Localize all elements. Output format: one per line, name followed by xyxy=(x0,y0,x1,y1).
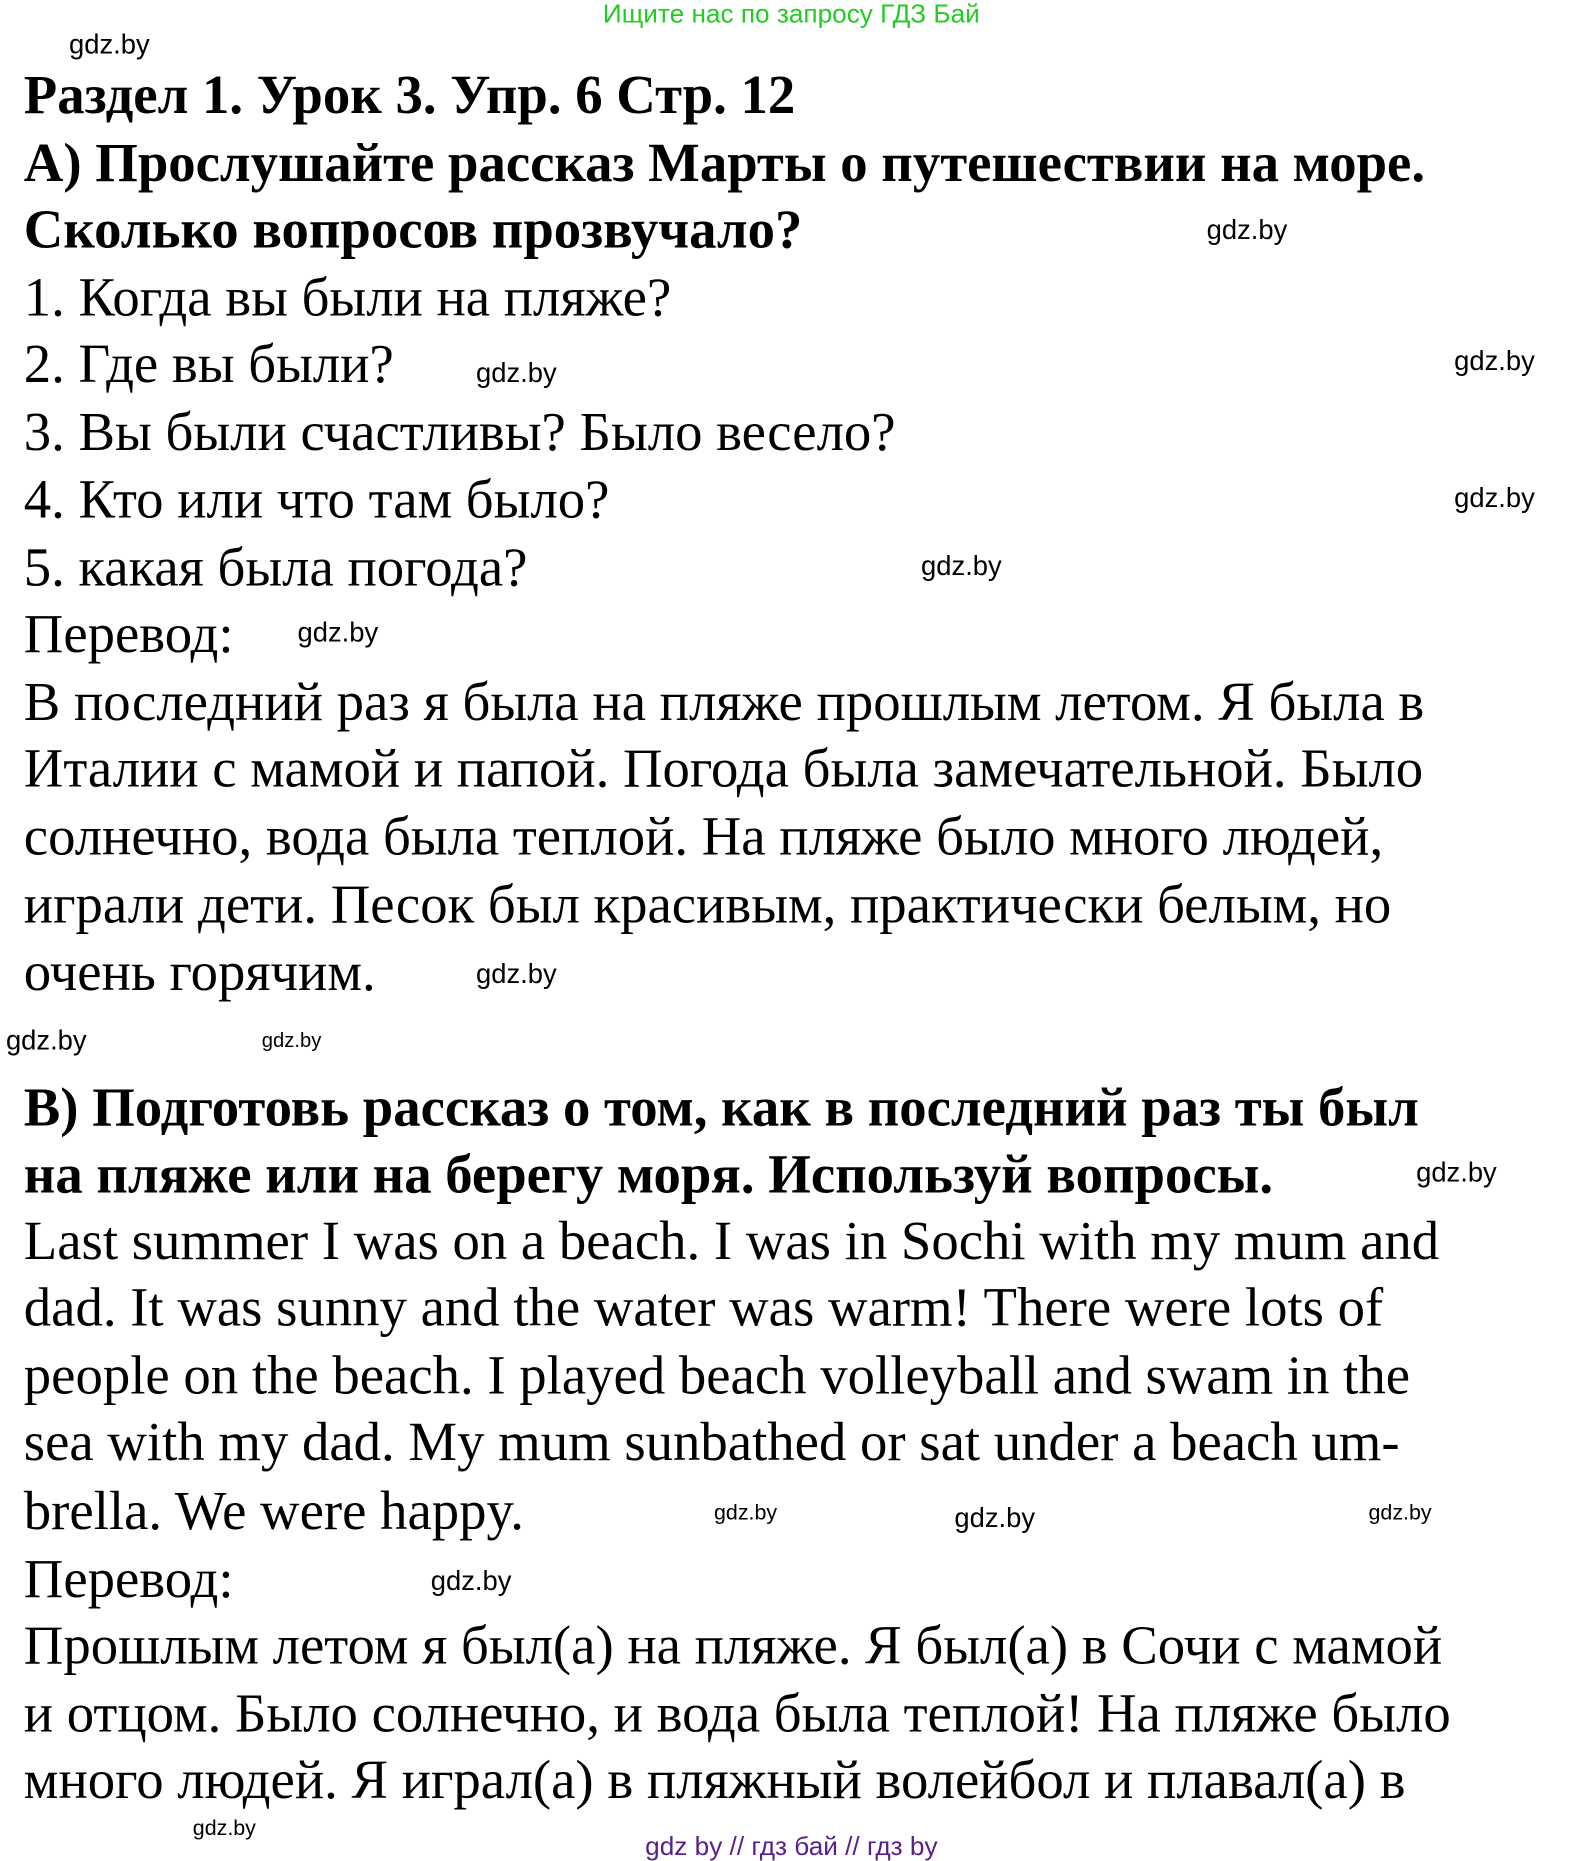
watermark: gdz.by xyxy=(69,28,150,60)
translation-line: солнечно, вода была теплой. На пляже было много людей, xyxy=(23,805,1384,867)
watermark: gdz.by xyxy=(430,1564,512,1596)
answer-line: people on the beach. I played beach volleyball and swam in the xyxy=(23,1344,1411,1406)
translation-label: Перевод: xyxy=(23,603,234,665)
translation-line: очень горячим. xyxy=(23,941,376,1002)
header-banner[interactable]: Ищите нас по запросу ГДЗ Бай xyxy=(602,0,980,29)
translation-line: и отцом. Было солнечно, и вода была теплой! На пляже было xyxy=(23,1682,1451,1744)
watermark: gdz.by xyxy=(714,1500,778,1525)
watermark: gdz.by xyxy=(1454,481,1535,513)
watermark: gdz.by xyxy=(476,357,557,388)
translation-line: много людей. Я играл(а) в пляжный волейбол и плавал(а) в xyxy=(23,1749,1406,1810)
watermark: gdz.by xyxy=(1454,345,1535,377)
watermark: gdz.by xyxy=(954,1501,1036,1533)
question: 5. какая была погода? xyxy=(23,536,528,598)
answer-line: sea with my dad. My mum sunbathed or sat under a beach um- xyxy=(23,1411,1400,1473)
answer-line: brella. We were happy. xyxy=(23,1480,525,1542)
watermark: gdz.by xyxy=(476,957,557,989)
watermark: gdz.by xyxy=(5,1024,87,1056)
question: 3. Вы были счастливы? Было весело? xyxy=(23,401,896,462)
watermark: gdz.by xyxy=(1416,1156,1497,1188)
question: 1. Когда вы были на пляже? xyxy=(23,266,672,328)
question: 4. Кто или что там было? xyxy=(23,468,610,530)
page-title: Раздел 1. Урок 3. Упр. 6 Стр. 12 xyxy=(23,64,796,125)
translation-line: Италии с мамой и папой. Погода была замечательной. Было xyxy=(23,737,1424,799)
task-a-line: Сколько вопросов прозвучало? xyxy=(23,198,803,260)
question: 2. Где вы были? xyxy=(23,333,394,394)
translation-line: В последний раз я была на пляже прошлым летом. Я была в xyxy=(23,671,1425,732)
watermark: gdz.by xyxy=(261,1029,322,1052)
answer-line: dad. It was sunny and the water was warm! There were lots of xyxy=(23,1276,1384,1338)
task-b-line: на пляже или на берегу моря. Используй вопросы. xyxy=(23,1143,1274,1205)
watermark: gdz.by xyxy=(1206,214,1288,246)
task-a-line: А) Прослушайте рассказ Марты о путешествии на море. xyxy=(23,132,1426,193)
translation-label: Перевод: xyxy=(23,1548,234,1609)
translation-line: Прошлым летом я был(а) на пляже. Я был(а) в Сочи с мамой xyxy=(23,1614,1443,1676)
footer-links[interactable]: gdz by // гдз бай // гдз by xyxy=(645,1831,938,1861)
watermark: gdz.by xyxy=(1368,1500,1432,1525)
translation-line: играли дети. Песок был красивым, практически белым, но xyxy=(23,873,1392,935)
task-b-line: В) Подготовь рассказ о том, как в последний раз ты был xyxy=(23,1076,1419,1138)
watermark: gdz.by xyxy=(921,549,1002,581)
watermark: gdz.by xyxy=(297,616,379,648)
answer-line: Last summer I was on a beach. I was in Sochi with my mum and xyxy=(23,1210,1440,1271)
watermark: gdz.by xyxy=(192,1815,256,1840)
